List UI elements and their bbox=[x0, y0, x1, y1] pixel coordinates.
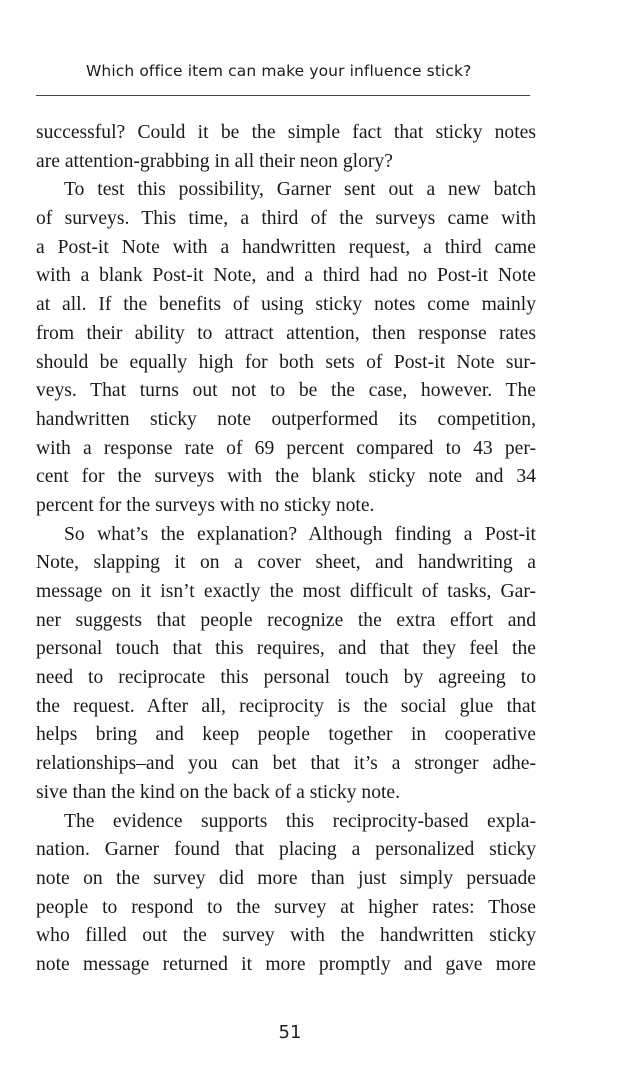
body-line: handwritten sticky note outperformed its competition, bbox=[36, 408, 536, 430]
body-line: are attention-grabbing in all their neon glory? bbox=[36, 150, 393, 172]
body-line: successful? Could it be the simple fact that sticky notes bbox=[36, 122, 536, 143]
body-line: sive than the kind on the back of a sticky note. bbox=[36, 781, 401, 803]
body-line: with a blank Post-it Note, and a third had no Post-it Note bbox=[36, 265, 536, 287]
body-line: note on the survey did more than just simply persuade bbox=[36, 867, 536, 889]
header-rule bbox=[36, 95, 530, 96]
body-line: helps bring and keep people together in cooperative bbox=[36, 724, 536, 746]
body-line: a Post-it Note with a handwritten request, a third came bbox=[36, 236, 536, 258]
body-line: percent for the surveys with no sticky note. bbox=[36, 494, 375, 516]
body-line: To test this possibility, Garner sent out a new batch bbox=[64, 179, 536, 201]
body-line: Note, slapping it on a cover sheet, and handwriting a bbox=[36, 552, 536, 574]
body-line: personal touch that this requires, and that they feel the bbox=[36, 638, 536, 660]
body-line: The evidence supports this reciprocity-based expla- bbox=[64, 810, 536, 832]
body-line: message on it isn’t exactly the most difficult of tasks, Gar- bbox=[36, 581, 536, 602]
body-text bbox=[36, 119, 536, 980]
body-line: of surveys. This time, a third of the surveys came with bbox=[36, 208, 536, 230]
body-line: at all. If the benefits of using sticky notes come mainly bbox=[36, 294, 536, 316]
page-number: 51 bbox=[278, 1022, 302, 1043]
body-line: So what’s the explanation? Although finding a Post-it bbox=[64, 523, 536, 545]
body-line: who filled out the survey with the handwritten sticky bbox=[36, 925, 536, 947]
body-line: from their ability to attract attention, then response rates bbox=[36, 322, 536, 344]
body-line: should be equally high for both sets of Post-it Note sur- bbox=[36, 351, 536, 373]
body-line: note message returned it more promptly and gave more bbox=[36, 953, 536, 975]
body-line: ner suggests that people recognize the extra effort and bbox=[36, 609, 536, 631]
body-line: nation. Garner found that placing a personalized sticky bbox=[36, 839, 536, 861]
body-line: need to reciprocate this personal touch by agreeing to bbox=[36, 667, 536, 689]
body-line: people to respond to the survey at higher rates: Those bbox=[36, 896, 536, 918]
body-line: veys. That turns out not to be the case, however. The bbox=[36, 380, 536, 402]
body-line: relationships–and you can bet that it’s a stronger adhe- bbox=[36, 753, 536, 775]
body-line: the request. After all, reciprocity is the social glue that bbox=[36, 695, 536, 717]
running-header-title: Which office item can make your influence stick? bbox=[86, 62, 472, 80]
body-line: with a response rate of 69 percent compared to 43 per- bbox=[36, 437, 536, 459]
body-line: cent for the surveys with the blank sticky note and 34 bbox=[36, 466, 536, 488]
